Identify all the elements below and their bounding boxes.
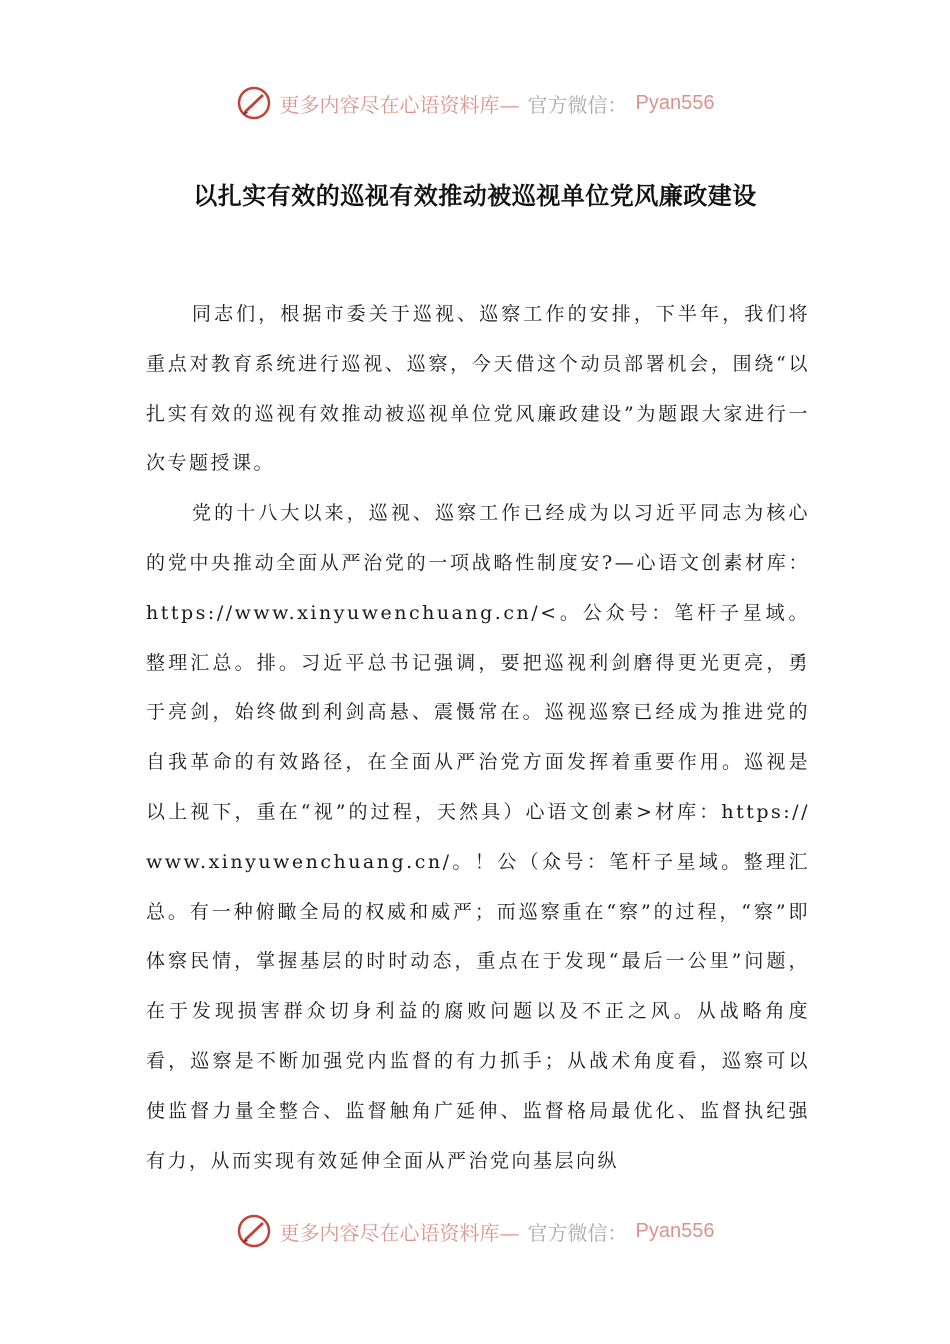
watermark-banner-bottom (0, 1208, 950, 1254)
pen-logo-icon (236, 85, 272, 121)
document-body (146, 290, 810, 1186)
paragraph-intro: 同志们，根据市委关于巡视、巡察工作的安排，下半年，我们将重点对教育系统进行巡视、巡察，今天借这个动员部署机会，围绕“以扎实有效的巡视有效推动被巡视单位党风廉政建设”为题跟大家进行一次专题授课。 (146, 303, 810, 475)
watermark-site-text: 更多内容尽在心语资料库— (279, 92, 520, 117)
watermark-wechat-label: 官方微信： (527, 92, 628, 117)
watermark-wechat-label: 官方微信： (527, 1220, 628, 1245)
watermark-wechat-id: Pyan556 (635, 91, 715, 114)
document-title: 以扎实有效的巡视有效推动被巡视单位党风廉政建设 (193, 182, 757, 210)
pen-logo-icon (236, 1213, 272, 1249)
paragraph-main: 党的十八大以来，巡视、巡察工作已经成为以习近平同志为核心的党中央推动全面从严治党的一项战略性制度安?—心语文创素材库：https://www.xinyuwenchuang.cn/<。公众号：笔杆子星域。整理汇总。排。习近平总书记强调，要把巡视利剑磨得更光更亮，勇于亮剑，始终做到利剑高悬、震慑常在。巡视巡察已经成为推进党的自我革命的有效路径，在全面从严治党方面发挥着重要作用。巡视是以上视下，重在“视”的过程，天然具）心语文创素>材库：https://www.xinyuwenchuang.cn/。！公（众号：笔杆子星域。整理汇总。有一种俯瞰全局的权威和威严；而巡察重在“察”的过程，“察”即体察民情，掌握基层的时时动态，重点在于发现“最后一公里”问题，在于发现损害群众切身利益的腐败问题以及不正之风。从战略角度看，巡察是不断加强党内监督的有力抓手；从战术角度看，巡察可以使监督力量全整合、监督触角广延伸、监督格局最优化、监督执纪强有力，从而实现有效延伸全面从严治党向基层向纵 (146, 502, 810, 1172)
watermark-site-text: 更多内容尽在心语资料库— (279, 1220, 520, 1245)
watermark-wechat-id: Pyan556 (635, 1219, 715, 1242)
watermark-banner-top (0, 80, 950, 126)
